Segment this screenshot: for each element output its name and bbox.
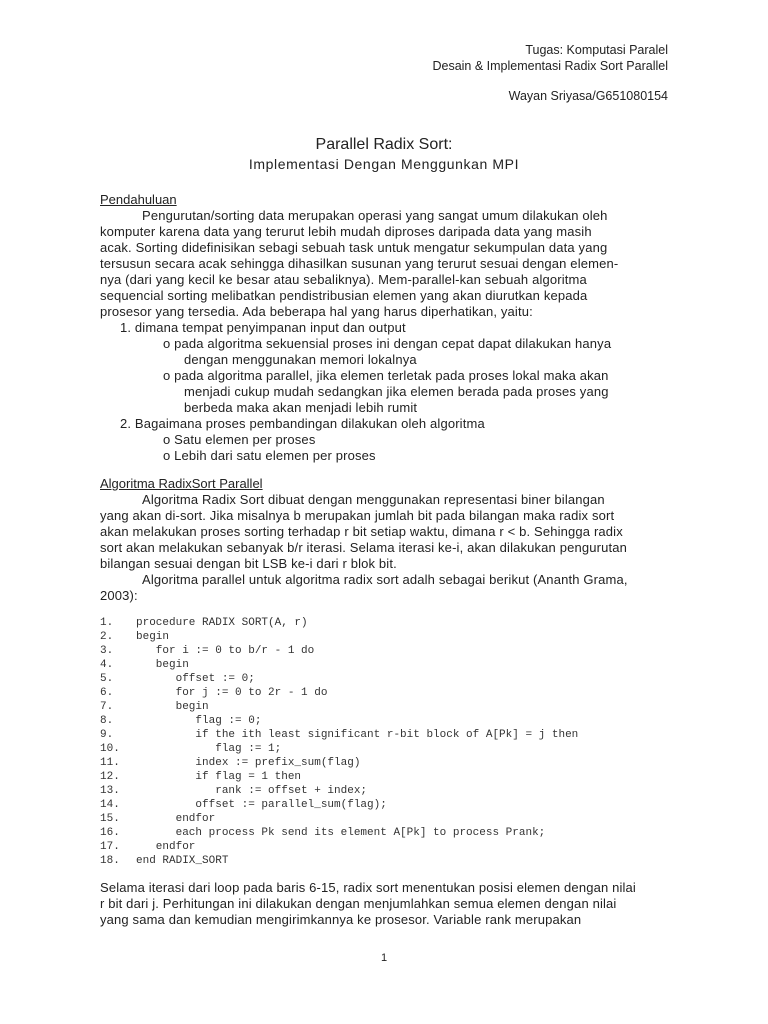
code-line: 7. begin [100,701,209,713]
list-item: o pada algoritma sekuensial proses ini dengan cepat dapat dilakukan hanya [163,336,612,351]
paragraph-line: Selama iterasi dari loop pada baris 6-15, radix sort menentukan posisi elemen dengan nilai [100,880,636,895]
code-line: 2. begin [100,631,170,643]
paragraph-line: Algoritma Radix Sort dibuat dengan menggunakan representasi biner bilangan [142,492,605,507]
code-line: 18. end RADIX_SORT [100,855,229,867]
paragraph-line: Pengurutan/sorting data merupakan operasi yang sangat umum dilakukan oleh [142,208,608,223]
code-line: 17. endfor [100,841,196,853]
code-line: 9. if the ith least significant r-bit block of A[Pk] = j then [100,729,579,741]
list-item: berbeda maka akan menjadi lebih rumit [184,400,418,415]
code-line: 10. flag := 1; [100,743,282,755]
paragraph-line: 2003): [100,588,138,603]
list-item: dengan menggunakan memori lokalnya [184,352,417,367]
paragraph-line: acak. Sorting didefinisikan sebagi sebuah task untuk mengatur sekumpulan data yang [100,240,608,255]
list-item: o Lebih dari satu elemen per proses [163,448,376,463]
paragraph-line: Algoritma parallel untuk algoritma radix sort adalh sebagai berikut (Ananth Grama, [142,572,628,587]
code-line: 1. procedure RADIX SORT(A, r) [100,617,308,629]
list-item: o pada algoritma parallel, jika elemen terletak pada proses lokal maka akan [163,368,609,383]
code-line: 15. endfor [100,813,216,825]
document-title: Parallel Radix Sort: [315,136,453,153]
code-line: 8. flag := 0; [100,715,262,727]
header-course: Tugas: Komputasi Paralel [525,43,668,57]
code-line: 3. for i := 0 to b/r - 1 do [100,645,315,657]
paragraph-line: r bit dari j. Perhitungan ini dilakukan dengan menjumlahkan semua elemen dengan nilai [100,896,617,911]
section-heading-algorithm: Algoritma RadixSort Parallel [100,476,263,491]
paragraph-line: komputer karena data yang terurut lebih mudah diproses daripada data yang masih [100,224,592,239]
code-line: 4. begin [100,659,189,671]
list-item: menjadi cukup mudah sedangkan jika elemen berada pada proses yang [184,384,609,399]
code-line: 6. for j := 0 to 2r - 1 do [100,687,328,699]
list-item: o Satu elemen per proses [163,432,316,447]
paragraph-line: akan melakukan proses sorting terhadap r bit setiap waktu, dimana r < b. Sehingga radix [100,524,623,539]
header-author: Wayan Sriyasa/G651080154 [508,89,668,103]
paragraph-line: yang sama dan kemudian mengirimkannya ke prosesor. Variable rank merupakan [100,912,582,927]
code-line: 13. rank := offset + index; [100,785,368,797]
header-subject: Desain & Implementasi Radix Sort Parallel [432,59,668,73]
code-line: 5. offset := 0; [100,673,255,685]
code-line: 16. each process Pk send its element A[Pk] to process Prank; [100,827,546,839]
paragraph-line: prosesor yang tersedia. Ada beberapa hal yang harus diperhatikan, yaitu: [100,304,533,319]
paragraph-line: sequencial sorting melibatkan pendistribusian elemen yang akan diurutkan kepada [100,288,588,303]
section-heading-intro: Pendahuluan [100,192,177,207]
code-line: 12. if flag = 1 then [100,771,302,783]
paragraph-line: sort akan melakukan sebanyak b/r iterasi. Selama iterasi ke-i, akan dilakukan pengurutan [100,540,627,555]
paragraph-line: yang akan di-sort. Jika misalnya b merupakan jumlah bit pada bilangan maka radix sort [100,508,615,523]
code-line: 14. offset := parallel_sum(flag); [100,799,387,811]
list-item: 1. dimana tempat penyimpanan input dan output [120,320,406,335]
list-item: 2. Bagaimana proses pembandingan dilakukan oleh algoritma [120,416,485,431]
code-line: 11. index := prefix_sum(flag) [100,757,361,769]
paragraph-line: nya (dari yang kecil ke besar atau sebaliknya). Mem-parallel-kan sebuah algoritma [100,272,587,287]
page-number: 1 [380,952,388,964]
paragraph-line: bilangan sesuai dengan bit LSB ke-i dari r blok bit. [100,556,397,571]
document-subtitle: Implementasi Dengan Menggunkan MPI [248,156,520,172]
paragraph-line: tersusun secara acak sehingga dihasilkan susunan yang terurut sesuai dengan elemen- [100,256,619,271]
